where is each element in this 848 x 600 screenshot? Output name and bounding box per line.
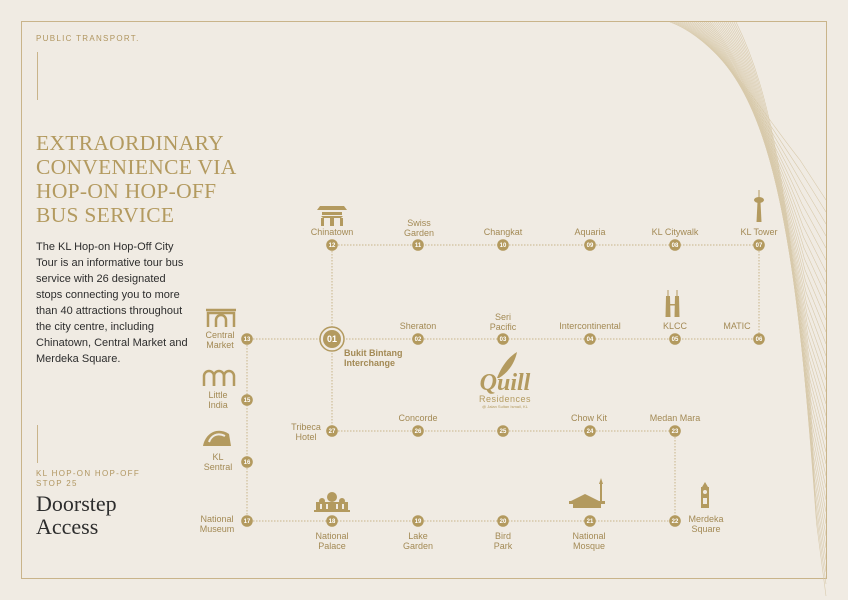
- stop-label-line: Garden: [403, 228, 435, 238]
- contour-line: [674, 22, 826, 224]
- stop-label-07: [714, 227, 804, 237]
- stop-label-line: Chinatown: [310, 227, 354, 237]
- stop-label-line: National: [315, 531, 349, 541]
- hub-number: 01: [326, 334, 338, 344]
- hub-label-line: Bukit Bintang: [344, 348, 403, 358]
- doorstep-line: Doorstep: [36, 491, 117, 516]
- stop-label-17: [172, 514, 262, 534]
- stop-label-20: [458, 531, 548, 551]
- merdeka-square-icon: [701, 482, 709, 508]
- stop-number-13: 13: [243, 337, 251, 343]
- contour-line: [698, 22, 826, 368]
- section-eyebrow: PUBLIC TRANSPORT.: [36, 34, 140, 43]
- stop-label-22: [661, 514, 751, 534]
- stop-label-line: Intercontinental: [559, 321, 621, 331]
- stop-label-line: Swiss: [407, 218, 431, 228]
- stop-number-16: 16: [243, 460, 251, 466]
- stop-label-27: [261, 422, 351, 442]
- stop-label-16: [173, 452, 263, 472]
- stop-label-12: [287, 227, 377, 237]
- stop-number-11: 11: [414, 243, 422, 249]
- contour-line: [726, 22, 826, 536]
- stop-number-09: 09: [586, 243, 594, 249]
- stop-number-26: 26: [414, 429, 422, 435]
- stop-number-15: 15: [243, 398, 251, 404]
- hub-label: [344, 348, 403, 368]
- contour-line: [686, 22, 826, 296]
- hub-marker-01: [320, 327, 344, 351]
- stop-label-21: [544, 531, 634, 551]
- stop-label-line: Garden: [402, 541, 434, 551]
- stop-label-line: KL Citywalk: [651, 227, 699, 237]
- stop-number-10: 10: [499, 243, 507, 249]
- stop-label-line: Park: [493, 541, 513, 551]
- klcc-twin-towers-icon: [666, 290, 680, 317]
- doorstep-line: Access: [36, 514, 99, 539]
- stop-label-08: [630, 227, 720, 237]
- stop-label-line: KLCC: [662, 321, 687, 331]
- stop-number-07: 07: [755, 243, 763, 249]
- stop-label-04: [545, 321, 635, 331]
- stop-label-09: [545, 227, 635, 237]
- decorative-contours: [670, 22, 826, 596]
- headline-line: BUS SERVICE: [36, 203, 175, 227]
- stop-label-line: Chow Kit: [570, 413, 607, 423]
- stop-label-24: [544, 413, 634, 423]
- stop-label-line: Sheraton: [399, 321, 437, 331]
- stop-label-line: Aquaria: [574, 227, 606, 237]
- chinatown-gate-icon: [317, 206, 347, 226]
- stop-label-line: India: [208, 400, 228, 410]
- stop-eyebrow-line: STOP 25: [36, 479, 78, 488]
- stop-label-10: [458, 227, 548, 237]
- stop-number-25: 25: [499, 429, 507, 435]
- stop-label-03: [458, 312, 548, 332]
- stop-label-13: [175, 330, 265, 350]
- logo-tagline: @ Jalan Sultan Ismail, KL: [482, 404, 528, 409]
- contour-line: [690, 22, 826, 320]
- hub-label-line: Interchange: [344, 358, 396, 368]
- contour-line: [734, 22, 826, 584]
- stop-number-04: 04: [586, 337, 594, 343]
- contour-line: [704, 22, 826, 404]
- little-india-icon: [204, 371, 234, 386]
- stop-label-18: [287, 531, 377, 551]
- logo-sub: Residences: [478, 394, 532, 404]
- stop-label-06: [692, 321, 782, 331]
- contour-line: [680, 22, 826, 260]
- stop-label-line: Tribeca: [291, 422, 321, 432]
- stop-label-line: Market: [206, 340, 234, 350]
- stop-label-15: [173, 390, 263, 410]
- stop-number-12: 12: [328, 243, 336, 249]
- quill-logo: [466, 372, 544, 410]
- stop-number-08: 08: [671, 243, 679, 249]
- contour-line: [688, 22, 826, 308]
- stop-label-line: Little: [208, 390, 228, 400]
- stop-label-line: National: [200, 514, 234, 524]
- stop-number-06: 06: [755, 337, 763, 343]
- stop-label-11: [374, 218, 464, 238]
- landmark-icons: [203, 190, 764, 512]
- central-market-icon: [206, 310, 236, 327]
- headline-line: CONVENIENCE VIA: [36, 155, 237, 179]
- stop-number-21: 21: [586, 519, 594, 525]
- headline-line: HOP-ON HOP-OFF: [36, 179, 217, 203]
- stop-label-line: Bird: [494, 531, 511, 541]
- stop-label-line: Lake: [408, 531, 428, 541]
- body-description: The KL Hop-on Hop-Off City Tour is an informative tour bus service with 26 designated stops connecting you to more than 40 attractions throughout the city centre, including Chinatown, Central Market and Merdeka Square.: [36, 241, 188, 365]
- stop-label-line: Changkat: [483, 227, 523, 237]
- stop-label-line: National: [572, 531, 606, 541]
- stop-label-line: Museum: [199, 524, 235, 534]
- contour-line: [672, 22, 826, 212]
- stop-number-24: 24: [586, 429, 594, 435]
- contour-line: [694, 22, 826, 344]
- stop-number-19: 19: [414, 519, 422, 525]
- contour-line: [676, 22, 826, 236]
- stop-label-line: KL: [212, 452, 224, 462]
- stop-label-02: [373, 321, 463, 331]
- stop-label-line: Pacific: [489, 322, 517, 332]
- stop-label-line: Mosque: [572, 541, 606, 551]
- stop-label-26: [373, 413, 463, 423]
- contour-line: [696, 22, 826, 356]
- national-mosque-icon: [569, 478, 605, 508]
- stop-label-23: [630, 413, 720, 423]
- stop-number-20: 20: [499, 519, 507, 525]
- stop-number-02: 02: [414, 337, 422, 343]
- stop-label-line: Palace: [318, 541, 346, 551]
- stop-number-23: 23: [671, 429, 679, 435]
- stop-label-line: Square: [691, 524, 721, 534]
- stop-label-line: KL Tower: [740, 227, 778, 237]
- stop-number-17: 17: [243, 519, 251, 525]
- stop-label-line: Seri: [494, 312, 511, 322]
- national-palace-icon: [314, 492, 350, 512]
- stop-number-18: 18: [328, 519, 336, 525]
- stop-label-line: Sentral: [203, 462, 233, 472]
- stop-label-line: MATIC: [723, 321, 751, 331]
- contour-line: [678, 22, 826, 248]
- stop-label-line: Medan Mara: [649, 413, 701, 423]
- stop-label-line: Hotel: [295, 432, 317, 442]
- stop-number-22: 22: [671, 519, 679, 525]
- stop-number-27: 27: [328, 429, 336, 435]
- kl-sentral-icon: [203, 431, 231, 446]
- stop-label-19: [373, 531, 463, 551]
- stop-number-05: 05: [671, 337, 679, 343]
- headline-line: EXTRAORDINARY: [36, 131, 224, 155]
- stop-eyebrow-line: KL HOP-ON HOP-OFF: [36, 469, 141, 478]
- contour-line: [730, 22, 826, 560]
- stop-label-line: Concorde: [398, 413, 438, 423]
- stop-label-line: Merdeka: [688, 514, 724, 524]
- stop-number-03: 03: [499, 337, 507, 343]
- kl-tower-icon: [754, 190, 764, 222]
- stop-label-line: Central: [205, 330, 235, 340]
- logo-name: Quill: [479, 370, 531, 396]
